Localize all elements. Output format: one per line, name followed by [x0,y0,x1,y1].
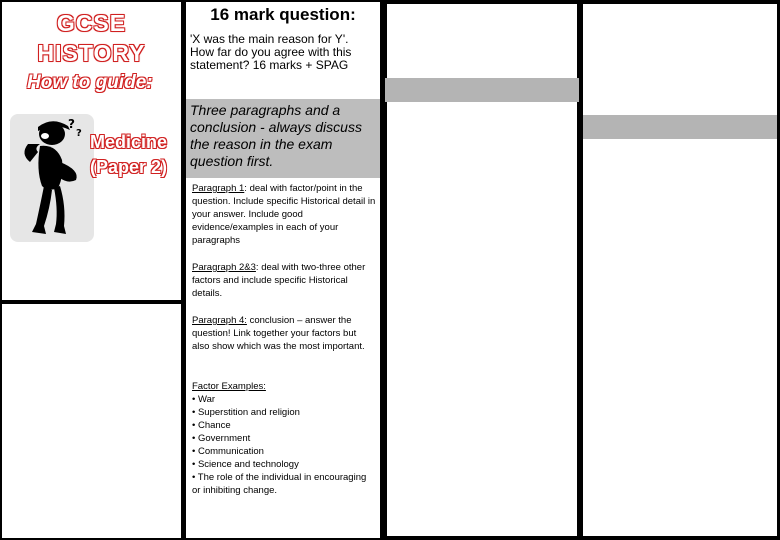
paragraph-23-text: : deal with two-three other factors and include specific Historical details. [192,262,366,299]
grey-header-bar-column-4 [583,115,777,139]
thinking-figure-icon [10,114,94,242]
empty-panel-bottom-left [2,304,181,538]
factor-examples [192,380,376,497]
svg-text:?: ? [68,117,75,131]
paragraph-23-guide [192,261,376,300]
paragraph-23-label: Paragraph 2&3 [192,262,256,273]
paper-label: (Paper 2) [90,157,168,177]
grey-header-bar-column-3 [385,78,579,102]
medicine-label: Medicine [90,132,168,152]
title-history: HISTORY [37,40,146,66]
paragraph-1-label: Paragraph 1 [192,183,245,194]
empty-panel-column-4 [583,4,777,536]
how-to-guide-heading: How to guide: [27,72,153,93]
question-title: 16 mark question: [210,5,356,24]
instruction-box [186,99,380,178]
paragraph-1-guide [192,182,376,247]
factor-list [192,393,376,497]
paragraph-4-label: Paragraph 4: [192,315,247,326]
paragraph-1-text: : deal with factor/point in the question. Include specific Historical detail in your answer. Include good evidence/examples in each of your paragraphs [192,183,376,246]
list-item: • Science and technology [192,459,299,470]
list-item: • Communication [192,446,264,457]
svg-text:?: ? [76,128,82,139]
list-item: • Chance [192,420,231,431]
title-gcse: GCSE [56,10,127,36]
instruction-text: Three paragraphs and a conclusion - always discuss the reason in the exam question first. [190,102,362,169]
title-panel [2,2,181,300]
paragraph-4-guide [192,314,376,353]
list-item: • Government [192,433,251,444]
list-item: • War [192,394,216,405]
list-item: • Superstition and religion [192,407,300,418]
question-panel [186,2,380,538]
factor-examples-heading: Factor Examples: [192,381,266,392]
list-item: • The role of the individual in encouraging or inhibiting change. [192,472,367,496]
paragraph-4-text: conclusion – answer the question! Link together your factors but also show which was the most important. [192,315,365,352]
question-statement: 'X was the main reason for Y'. How far do you agree with this statement? 16 marks + SPAG [190,32,352,72]
